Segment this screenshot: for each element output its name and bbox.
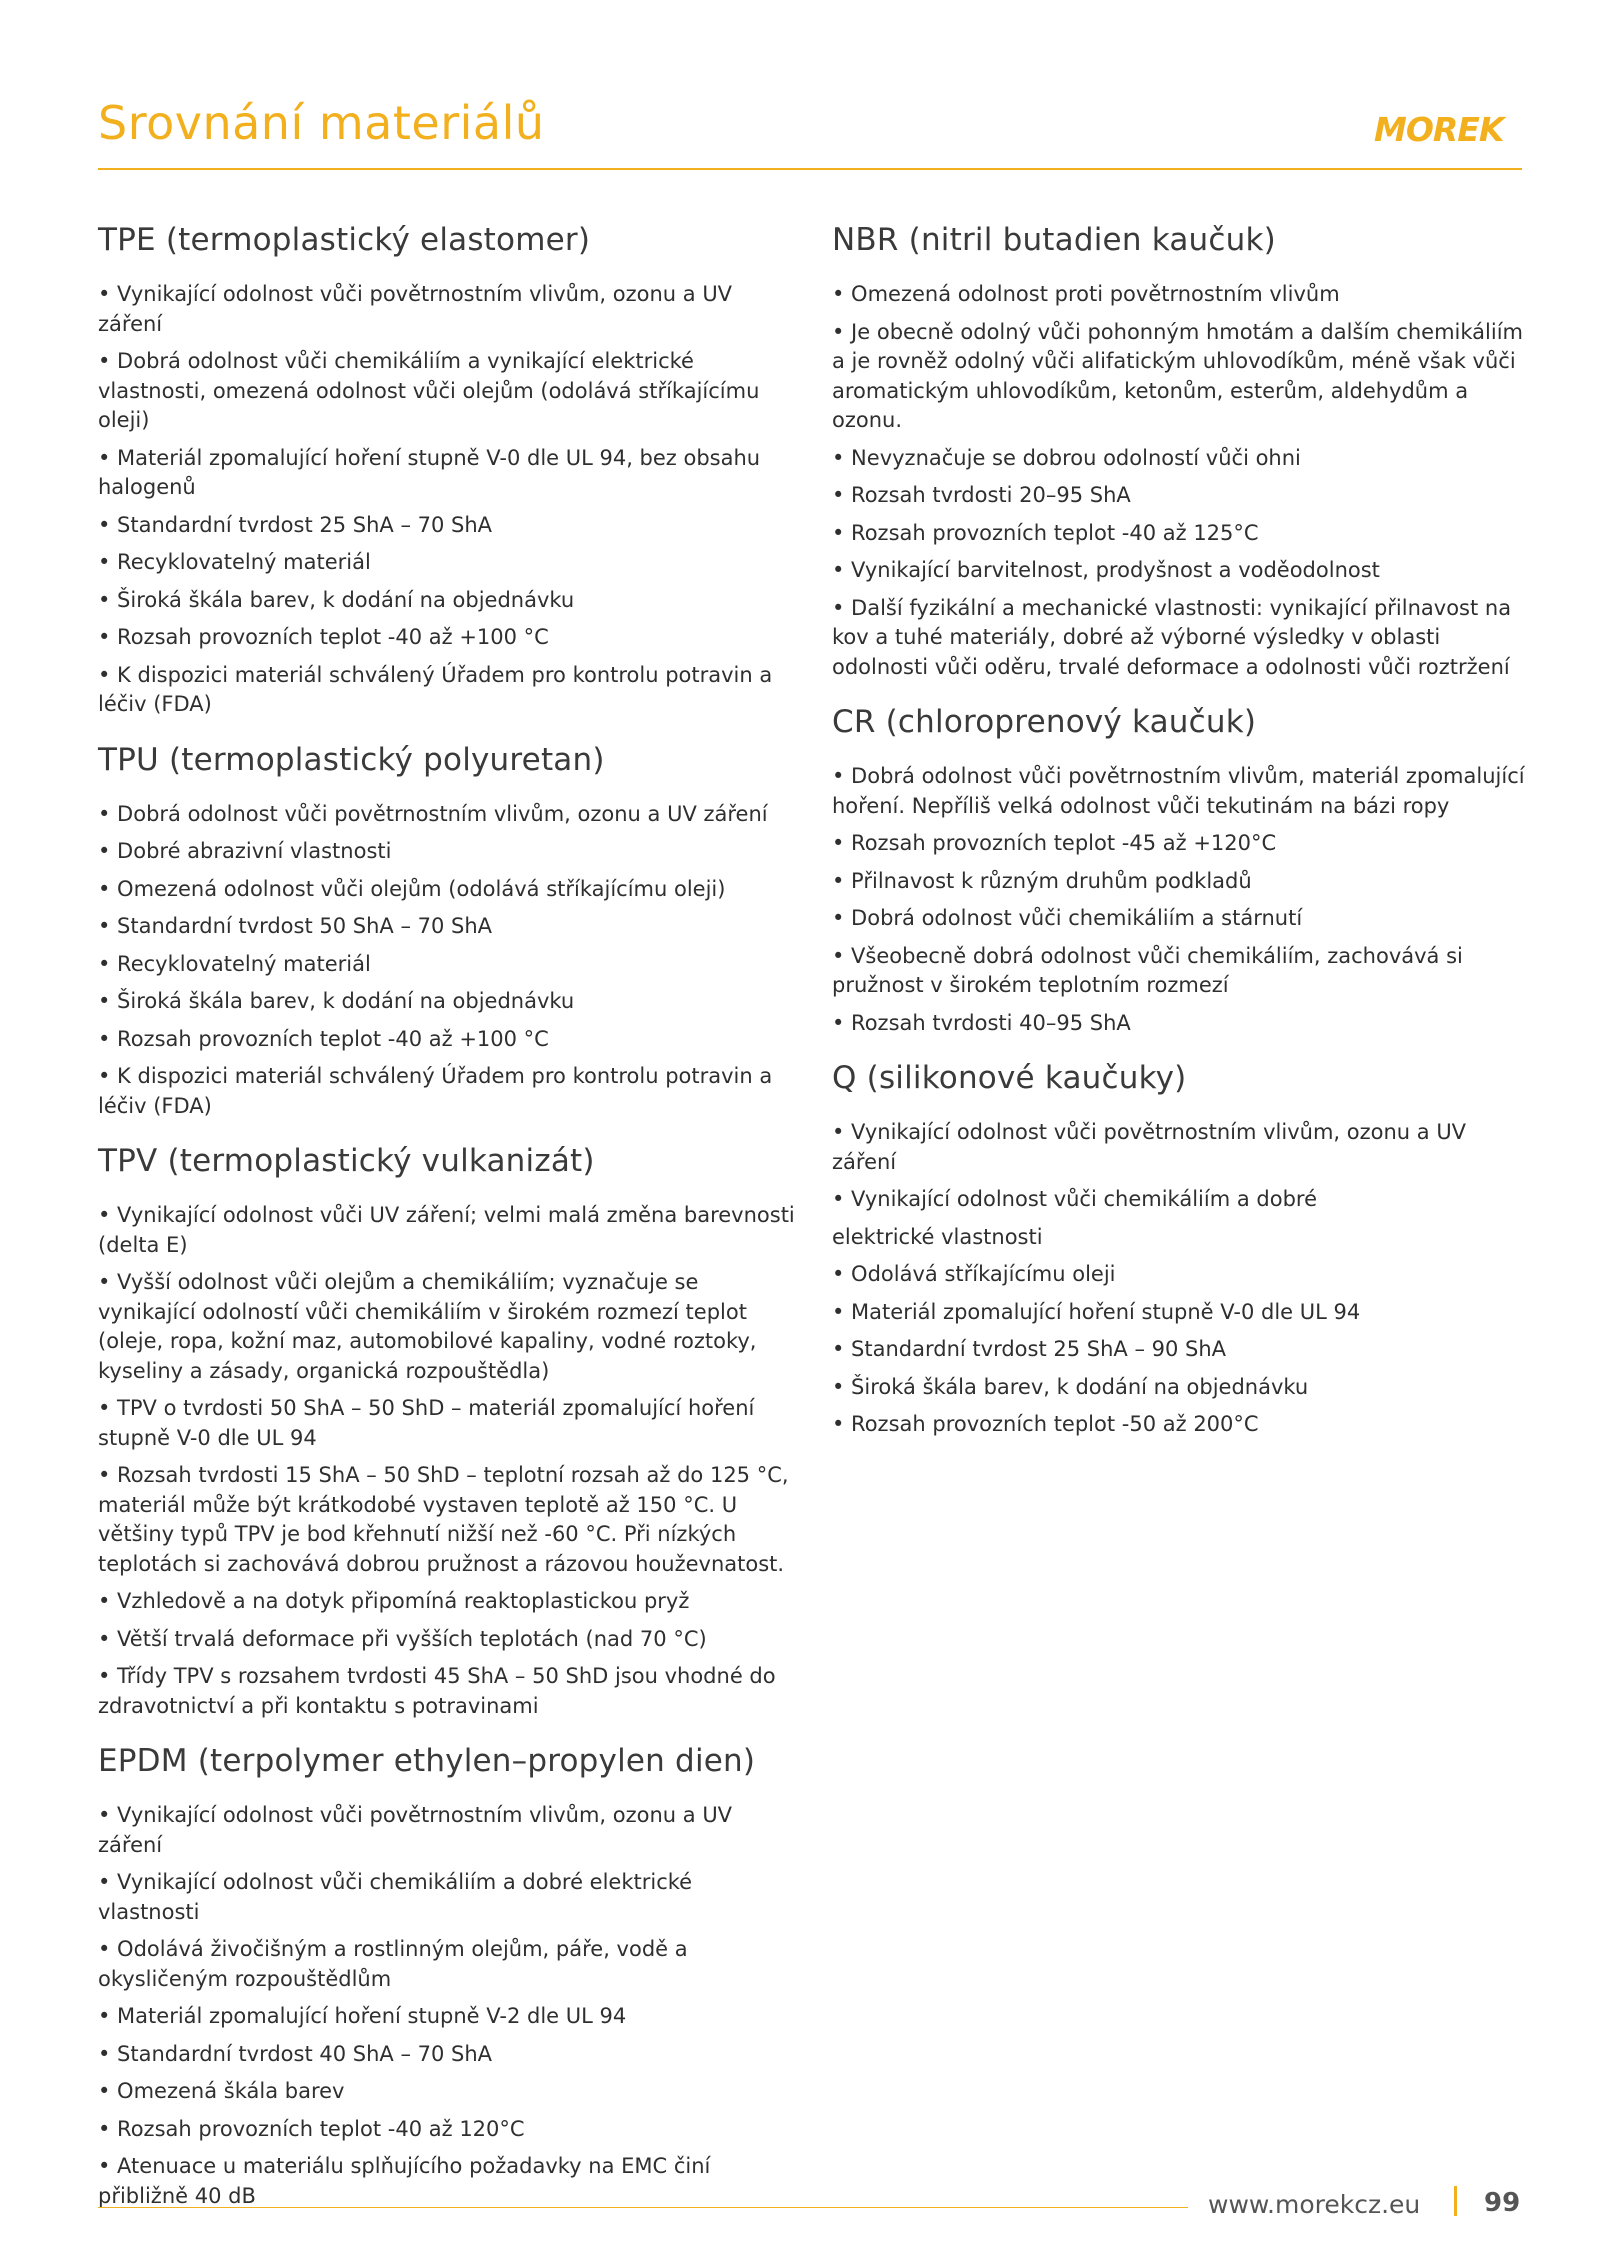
right-column bbox=[832, 222, 1532, 1462]
list-item: • Přilnavost k různým druhům podkladů bbox=[832, 868, 1252, 893]
list-item: • Dobrá odolnost vůči povětrnostním vlivům, materiál zpomalující hoření. Nepříliš velká odolnost vůči tekutinám na bázi ropy bbox=[832, 764, 1525, 818]
list-item: • Vzhledově a na dotyk připomíná reaktoplastickou pryž bbox=[98, 1589, 690, 1613]
list-item: • Vynikající odolnost vůči povětrnostním vlivům, ozonu a UV záření bbox=[832, 1120, 1467, 1174]
list-item: • Rozsah provozních teplot -50 až 200°C bbox=[832, 1412, 1259, 1436]
page-title: Srovnání materiálů bbox=[98, 96, 545, 150]
section-tpe bbox=[98, 222, 798, 720]
list-item: • Omezená odolnost vůči olejům (odolává stříkajícímu oleji) bbox=[98, 876, 726, 901]
list-item: • Široká škála barev, k dodání na objednávku bbox=[832, 1374, 1309, 1399]
left-column bbox=[98, 222, 798, 2233]
list-item: • Dobrá odolnost vůči chemikáliím a stárnutí bbox=[832, 906, 1303, 930]
list-item: • Rozsah tvrdosti 15 ShA – 50 ShD – teplotní rozsah až do 125 °C, materiál může být krátkodobé vystaven teplotě až 150 °C. U většiny typů TPV je bod křehnutí nižší než -60 °C. Při nízkých teplotách si zachovává dobrou pružnost a rázovou houževnatost. bbox=[98, 1463, 789, 1576]
list-item: • Dobrá odolnost vůči chemikáliím a vynikající elektrické vlastnosti, omezená odolnost vůči olejům (odolává stříkajícímu oleji) bbox=[98, 349, 760, 432]
svg-text:MOREK: MOREK bbox=[1374, 110, 1504, 149]
section-q bbox=[832, 1060, 1532, 1440]
list-item: • Dobrá odolnost vůči povětrnostním vlivům, ozonu a UV záření bbox=[98, 801, 768, 826]
section-tpu bbox=[98, 742, 798, 1122]
list-item: • Je obecně odolný vůči pohonným hmotám a dalším chemikáliím a je rovněž odolný vůči alifatickým uhlovodíkům, méně však vůči aromatickým uhlovodíkům, ketonům, esterům, aldehydům a ozonu. bbox=[832, 319, 1524, 432]
list-item: • Rozsah tvrdosti 20–95 ShA bbox=[832, 483, 1131, 507]
list-item: • Materiál zpomalující hoření stupně V-2 dle UL 94 bbox=[98, 2004, 627, 2028]
list-item: • Omezená odolnost proti povětrnostním vlivům bbox=[832, 282, 1340, 306]
section-cr bbox=[832, 704, 1532, 1038]
list-item: • Rozsah provozních teplot -40 až 125°C bbox=[832, 520, 1259, 545]
section-title: TPV (termoplastický vulkanizát) bbox=[98, 1143, 595, 1179]
list-item: • Materiál zpomalující hoření stupně V-0 dle UL 94 bbox=[832, 1299, 1361, 1324]
list-item: • Vynikající barvitelnost, prodyšnost a voděodolnost bbox=[832, 558, 1380, 582]
section-title: NBR (nitril butadien kaučuk) bbox=[832, 222, 1276, 258]
list-item: • Vynikající odolnost vůči povětrnostním vlivům, ozonu a UV záření bbox=[98, 1803, 733, 1857]
list-item: • Dobré abrazivní vlastnosti bbox=[98, 839, 392, 863]
list-item: • Rozsah provozních teplot -40 až 120°C bbox=[98, 2116, 525, 2141]
section-title: TPE (termoplastický elastomer) bbox=[98, 222, 591, 258]
list-item: • Vyšší odolnost vůči olejům a chemikáliím; vyznačuje se vynikající odolností vůči chemikáliím v širokém rozmezí teplot (oleje, ropa, kožní maz, automobilové kapaliny, vodné roztoky, kyseliny a zásady, organická rozpouštědla) bbox=[98, 1270, 757, 1383]
list-item: • Rozsah tvrdosti 40–95 ShA bbox=[832, 1010, 1131, 1035]
section-title: Q (silikonové kaučuky) bbox=[832, 1060, 1187, 1096]
list-item: • Další fyzikální a mechanické vlastnosti: vynikající přilnavost na kov a tuhé materiály, dobré až výborné výsledky v oblasti odolnosti vůči oděru, trvalé deformace a odolnosti vůči roztržení bbox=[832, 595, 1512, 679]
list-item: • Standardní tvrdost 50 ShA – 70 ShA bbox=[98, 914, 493, 938]
list-item: elektrické vlastnosti bbox=[832, 1224, 1043, 1249]
list-item: • Rozsah provozních teplot -45 až +120°C bbox=[832, 831, 1277, 855]
list-item: • Odolává živočišným a rostlinným olejům, páře, vodě a okysličeným rozpouštědlům bbox=[98, 1937, 688, 1991]
footer-divider bbox=[98, 2207, 1188, 2208]
list-item: • K dispozici materiál schválený Úřadem pro kontrolu potravin a léčiv (FDA) bbox=[98, 1064, 773, 1118]
page-number: 99 bbox=[1484, 2188, 1521, 2218]
list-item: • Všeobecně dobrá odolnost vůči chemikáliím, zachovává si pružnost v širokém teplotním rozmezí bbox=[832, 943, 1463, 997]
list-item: • Standardní tvrdost 25 ShA – 70 ShA bbox=[98, 512, 493, 537]
list-item: • Atenuace u materiálu splňujícího požadavky na EMC činí přibližně 40 dB bbox=[98, 2154, 711, 2208]
list-item: • Široká škála barev, k dodání na objednávku bbox=[98, 587, 575, 612]
list-item: • Rozsah provozních teplot -40 až +100 °C bbox=[98, 1026, 549, 1051]
list-item: • Recyklovatelný materiál bbox=[98, 951, 371, 976]
header-divider bbox=[98, 168, 1522, 170]
list-item: • Rozsah provozních teplot -40 až +100 °C bbox=[98, 625, 549, 649]
list-item: • Vynikající odolnost vůči chemikáliím a dobré bbox=[832, 1187, 1317, 1211]
section-nbr bbox=[832, 222, 1532, 682]
list-item: • TPV o tvrdosti 50 ShA – 50 ShD – materiál zpomalující hoření stupně V-0 dle UL 94 bbox=[98, 1396, 755, 1450]
section-title: TPU (termoplastický polyuretan) bbox=[98, 741, 605, 778]
list-item: • Větší trvalá deformace při vyšších teplotách (nad 70 °C) bbox=[98, 1626, 707, 1651]
list-item: • Materiál zpomalující hoření stupně V-0 dle UL 94, bez obsahu halogenů bbox=[98, 445, 761, 499]
list-item: • Třídy TPV s rozsahem tvrdosti 45 ShA – 50 ShD jsou vhodné do zdravotnictví a při kontaktu s potravinami bbox=[98, 1664, 776, 1718]
list-item: • Nevyznačuje se dobrou odolností vůči ohni bbox=[832, 445, 1301, 470]
list-item: • Standardní tvrdost 25 ShA – 90 ShA bbox=[832, 1337, 1227, 1361]
section-tpv bbox=[98, 1143, 798, 1721]
footer-url-link[interactable]: www.morekcz.eu bbox=[1208, 2190, 1421, 2219]
section-title: EPDM (terpolymer ethylen–propylen dien) bbox=[98, 1743, 756, 1779]
list-item: • Odolává stříkajícímu oleji bbox=[832, 1262, 1116, 1286]
section-title: CR (chloroprenový kaučuk) bbox=[832, 704, 1257, 740]
list-item: • Standardní tvrdost 40 ShA – 70 ShA bbox=[98, 2041, 493, 2066]
list-item: • K dispozici materiál schválený Úřadem pro kontrolu potravin a léčiv (FDA) bbox=[98, 662, 773, 716]
list-item: • Vynikající odolnost vůči povětrnostním vlivům, ozonu a UV záření bbox=[98, 282, 733, 336]
section-epdm bbox=[98, 1743, 798, 2211]
footer-separator bbox=[1454, 2186, 1457, 2216]
list-item: • Široká škála barev, k dodání na objednávku bbox=[98, 989, 575, 1013]
list-item: • Vynikající odolnost vůči UV záření; velmi malá změna barevnosti (delta E) bbox=[98, 1203, 795, 1257]
list-item: • Vynikající odolnost vůči chemikáliím a dobré elektrické vlastnosti bbox=[98, 1870, 693, 1924]
list-item: • Recyklovatelný materiál bbox=[98, 550, 371, 574]
list-item: • Omezená škála barev bbox=[98, 2079, 345, 2103]
morek-logo bbox=[1372, 108, 1522, 150]
